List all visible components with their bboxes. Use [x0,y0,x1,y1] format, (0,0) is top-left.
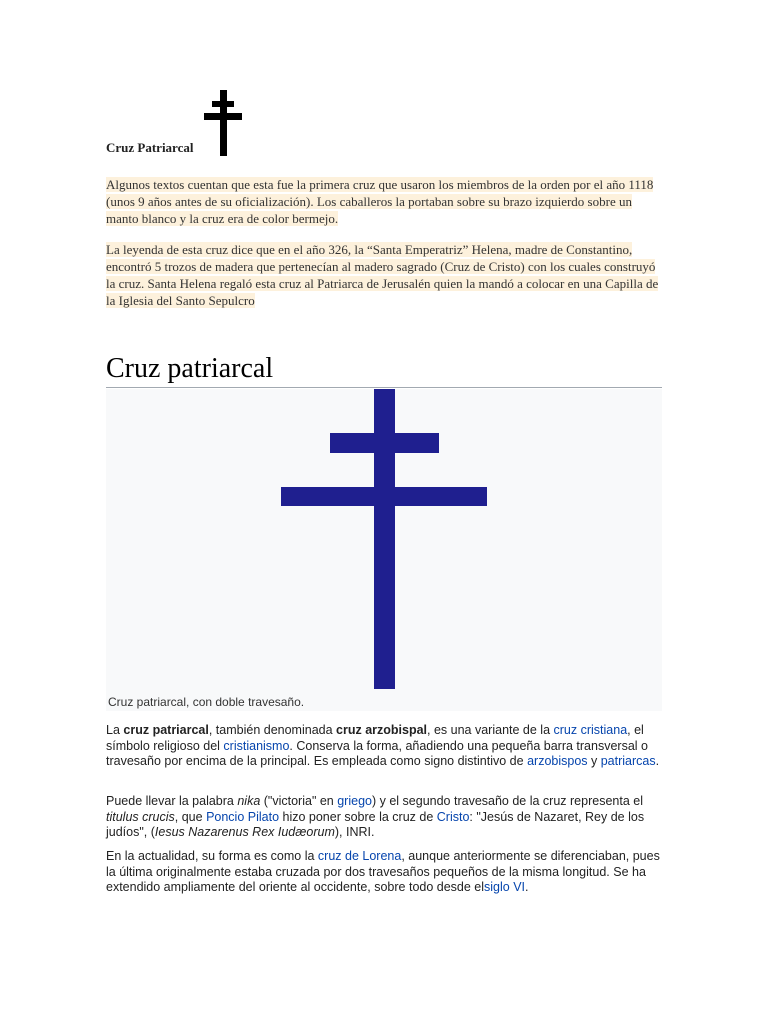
text: , el símbolo religioso del [106,723,644,753]
article-paragraph-1 [106,723,662,770]
link-cruz-de-lorena[interactable]: cruz de Lorena [317,849,402,863]
intro-text-2: La leyenda de esta cruz dice que en el año 326, la “Santa Emperatriz” Helena, madre de Constantino, encontró 5 trozos de madera que pertenecían al madero sagrado (Cruz de Cristo) con los cuales construyó la cruz. Santa Helena regaló esta cruz al Patriarca de Jerusalén quien la mandó a colocar en una Capilla de la Iglesia del Santo Sepulcro [106,242,659,308]
text: y [587,754,601,768]
text: : "Jesús de Nazaret, Rey de los judíos", ( [106,809,645,839]
text: Puede llevar la palabra [106,794,238,808]
italic-term: nika [237,794,261,808]
italic-term: titulus crucis [106,809,175,824]
text: , también denominada [208,723,337,737]
intro-text-1: Algunos textos cuentan que esta fue la primera cruz que usaron los miembros de la orden por el año 1118 (unos 9 años antes de su oficialización). Los caballeros la portaban sobre su brazo izquierdo sobre un manto blanco y la cruz era de color bermejo. [106,177,654,226]
text: ) y el segundo travesaño de la cruz representa el [371,794,643,808]
article-paragraph-2 [106,794,662,841]
link-poncio-pilato[interactable]: Poncio Pilato [206,809,280,824]
link-cristianismo[interactable]: cristianismo [223,738,290,753]
text: , aunque anteriormente se diferenciaban, pues la última originalmente estaba cruzada por dos travesaños pequeños de la misma longitud. Se ha extendido ampliamente del oriente al occidente, sobre todo desde el [106,849,660,894]
bold-term: cruz arzobispal [336,723,428,737]
cross-lower-bar [281,487,487,506]
link-arzobispos[interactable]: arzobispos [527,754,588,768]
link-griego[interactable]: griego [337,794,372,808]
text: La [106,723,124,737]
link-patriarcas[interactable]: patriarcas [600,754,656,768]
figure[interactable] [106,389,662,711]
text: hizo poner sobre la cruz de [279,809,437,824]
text: En la actualidad, su forma es como la [106,849,318,863]
intro-paragraph-1 [106,176,662,227]
patriarchal-cross-image[interactable] [106,389,662,711]
link-siglo-vi[interactable]: siglo VI [484,880,526,894]
text: ("victoria" en [260,794,338,808]
text: ), INRI. [334,825,375,839]
page-title: Cruz Patriarcal [106,140,194,155]
italic-term: Iesus Nazarenus Rex Iudæorum [154,825,335,839]
cross-upper-bar [330,433,439,453]
text: , que [174,809,207,824]
figure-caption: Cruz patriarcal, con doble travesaño. [108,695,305,709]
link-cristo[interactable]: Cristo [436,809,470,824]
article-title: Cruz patriarcal [106,352,662,388]
article-paragraph-3 [106,849,662,896]
text: . [655,754,660,768]
text: , es una variante de la [427,723,554,737]
text: . [525,880,529,894]
link-cruz-cristiana[interactable]: cruz cristiana [553,723,628,737]
text: . Conserva la forma, añadiendo una pequeña barra transversal o travesaño por encima de la principal. Es empleada como signo distintivo de [106,738,648,768]
bold-term: cruz patriarcal [123,723,209,737]
patriarchal-cross-icon [204,90,242,156]
intro-paragraph-2 [106,241,662,309]
